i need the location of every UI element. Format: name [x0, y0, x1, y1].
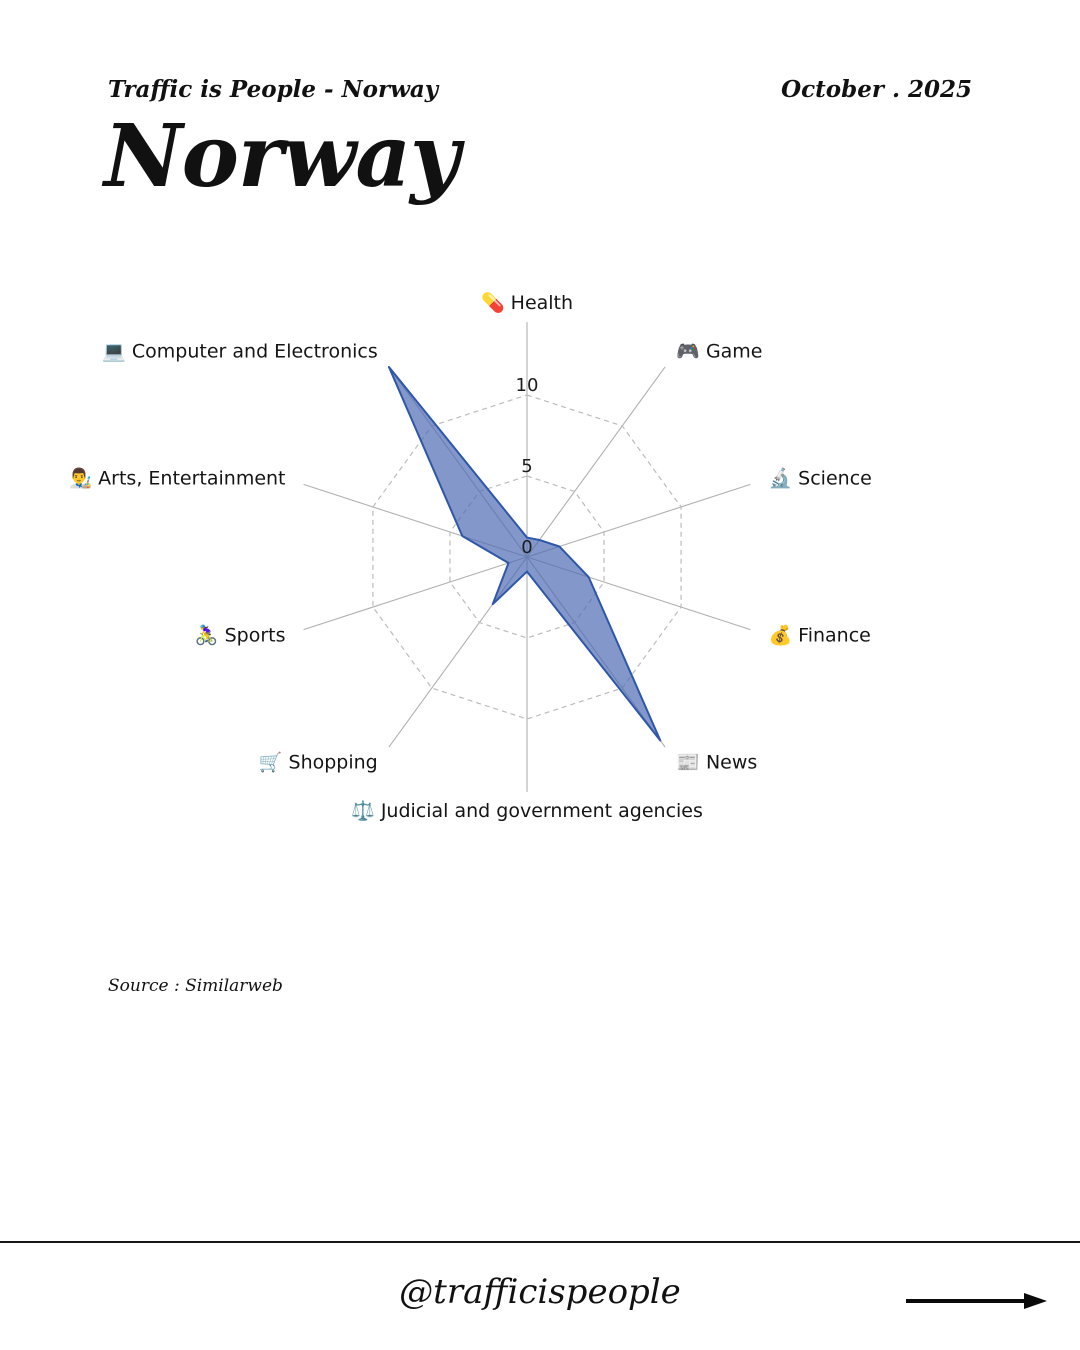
radar-category-science — [768, 467, 871, 490]
report-date: October . 2025 — [781, 76, 972, 103]
cyclist-icon: 🚴‍♀️ — [194, 624, 225, 647]
radar-category-label: Shopping — [288, 751, 378, 774]
laptop-icon: 💻 — [102, 340, 132, 363]
radar-category-sports — [195, 623, 286, 646]
radar-category-computer-and-electronics — [102, 341, 378, 363]
footer-divider — [0, 1241, 1080, 1243]
newspaper-icon: 📰 — [676, 751, 706, 774]
right-arrow-icon — [900, 1290, 1050, 1312]
radar-category-label: Finance — [798, 624, 871, 647]
page-title: Norway — [104, 106, 460, 207]
artist-icon: 👨‍🎨 — [68, 467, 99, 490]
radar-category-judicial-and-government-agencies — [351, 799, 703, 822]
shopping-cart-icon: 🛒 — [258, 751, 289, 774]
radar-category-label: News — [705, 751, 758, 774]
radar-tick-label-5: 5 — [521, 456, 533, 477]
radar-category-label: Judicial and government agencies — [380, 799, 703, 822]
microscope-icon: 🔬 — [768, 467, 799, 490]
radar-category-news — [676, 751, 757, 773]
radar-category-label: Sports — [224, 624, 286, 647]
money-bag-icon: 💰 — [768, 624, 799, 647]
radar-tick-label-10: 10 — [515, 375, 539, 396]
radar-category-shopping — [259, 750, 378, 773]
scales-icon: ⚖️ — [351, 799, 381, 822]
radar-tick-label-0: 0 — [521, 537, 533, 558]
social-handle: @trafficispeople — [399, 1272, 681, 1312]
radar-category-finance — [768, 623, 870, 646]
radar-category-label: Game — [705, 340, 763, 363]
brand-title: Traffic is People - Norway — [108, 76, 439, 103]
radar-spoke — [527, 484, 750, 557]
radar-category-label: Science — [798, 467, 872, 490]
radar-spoke — [304, 557, 527, 630]
source-note: Source : Similarweb — [108, 976, 283, 996]
radar-spoke — [527, 367, 665, 557]
pill-icon: 💊 — [480, 292, 511, 315]
radar-category-arts-entertainment — [68, 467, 285, 490]
radar-category-label: Arts, Entertainment — [98, 467, 286, 490]
radar-category-label: Health — [510, 292, 574, 315]
radar-category-label: Computer and Electronics — [131, 340, 378, 363]
game-controller-icon: 🎮 — [676, 340, 706, 363]
radar-category-game — [676, 341, 762, 363]
radar-category-health — [481, 291, 573, 314]
